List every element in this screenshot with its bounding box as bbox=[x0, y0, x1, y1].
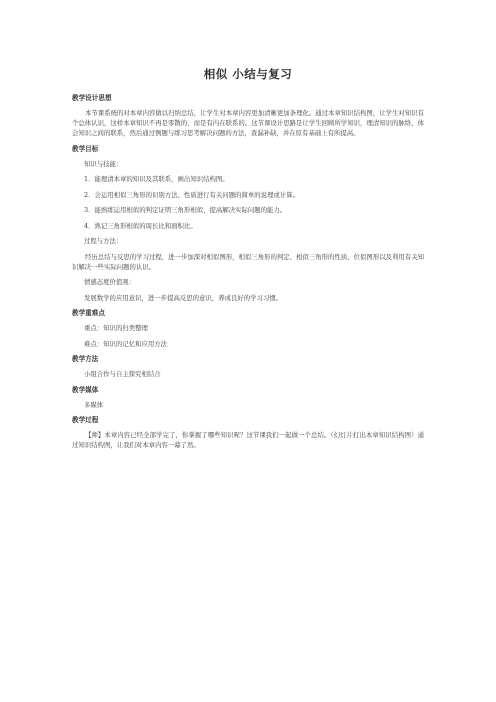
teaching-process-heading: 教学过程 bbox=[72, 416, 99, 425]
knowledge-item-2: 2．会运用相似三角形的识别方法、性质进行有关问题的简单的说理或计算。 bbox=[84, 190, 299, 199]
process-method-paragraph: 经历总结与反思的学习过程，进一步加深对相似图形，相似三角形的判定、相似三角形的性质、位似图形以及利用有关知识解决一些实际问题的认识。 bbox=[72, 252, 424, 271]
knowledge-item-4: 4．熟记三角形相似的周长比和面积比。 bbox=[84, 221, 197, 230]
design-heading: 教学设计思想 bbox=[72, 94, 112, 102]
key-points-heading: 教学重难点 bbox=[72, 309, 105, 318]
teaching-process-paragraph: 【师】本章内容已经全部学完了，你掌握了哪些知识呢？这节课我们一起做一个总结。（幻灯片打出本章知识结构图）通过知识结构图，让我们对本章内容一幕了然。 bbox=[72, 431, 424, 450]
process-method-label: 过程与方法： bbox=[84, 237, 123, 246]
design-paragraph: 本节课系统的对本章内容做以归纳总结，让学生对本章内容更加清晰更加条理化。通过本章知识结构图，让学生对知识有个总体认识，这样本章知识不再是零散的，而是有内在联系的。这节课设计思路是让学生回顾所学知识，理清知识的脉络，体会知识之间的联系，然后通过例题与练习思考解决问题的方法，查漏补缺，并在原有基础上有所提高。 bbox=[72, 109, 424, 138]
knowledge-item-1: 1．能理清本章的知识及其联系，画出知识结构图。 bbox=[84, 175, 229, 184]
key-point: 重点：知识的归类整理 bbox=[84, 324, 148, 333]
goals-heading: 教学目标 bbox=[72, 144, 99, 153]
knowledge-item-3: 3．能熟练运用相似的判定证明三角形相似，提高解决实际问题的能力。 bbox=[84, 206, 287, 215]
media-text: 多媒体 bbox=[84, 400, 104, 409]
media-heading: 教学媒体 bbox=[72, 385, 99, 394]
method-heading: 教学方法 bbox=[72, 355, 99, 364]
document-title: 相似 小结与复习 bbox=[203, 67, 293, 81]
attitude-text: 发展数学的应用意识，进一步提高反思的意识，养成良好的学习习惯。 bbox=[84, 293, 283, 302]
attitude-label: 情感态度价值观： bbox=[84, 278, 136, 287]
knowledge-label: 知识与技能： bbox=[84, 159, 123, 168]
difficult-point: 难点：知识的记忆和应用方法 bbox=[84, 339, 168, 348]
method-text: 小组合作与自主探究相结合 bbox=[84, 370, 161, 379]
